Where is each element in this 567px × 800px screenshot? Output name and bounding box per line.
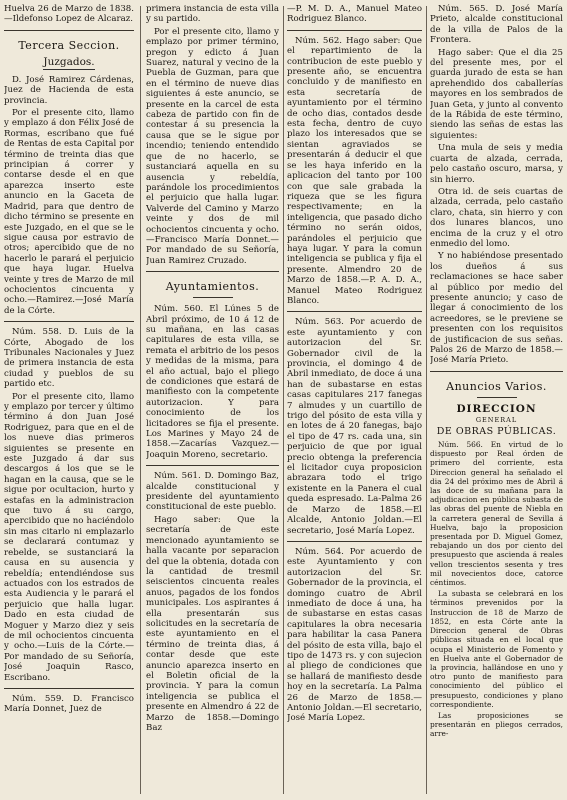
notice-body: Las proposiciones se presentarán en pliegos cerrados, arre- xyxy=(430,710,563,739)
notice-body: Núm. 563. Por acuerdo de este ayuntamiento y con autorizacion del Sr. Gobernador civil de la provincia, el domingo 4 de Abril inmediato, de doce á una han de subastarse en estas casas capitulares 217 fanegas 7 almudes y un cuartillo de trigo del pósito de esta villa y en lotes de á 20 fanegas, bajo el tipo de 47 rs. cada una, sin perjuicio de que por igual precio obtenga la preferencia el licitador cuya proposicion abrazara todo el trigo existente en la Panera el cual queda espresado. La-Palma 26 de Marzo de 1858.—El Alcalde, Antonio Joldan.—El secretario, José María Lopez. xyxy=(287,317,422,536)
dateline: Huelva 26 de Marzo de 1838.—Ildefonso Lopez de Alcaraz. xyxy=(4,4,134,25)
notice-heading: Núm. 558. D. Luis de la Córte, Abogado de los Tribunales Nacionales y Juez de primera instancia de esta ciudad y pueblos de su partido etc. xyxy=(4,327,134,390)
section-title: Ayuntamientos. xyxy=(165,280,260,294)
direction-heading: DIRECCION xyxy=(456,402,537,415)
notice-body: Y no habiéndose presentado los dueños á sus reclamaciones se hace saber al público por medio del presente anuncio; y caso de llegar á conocimiento de los acreedores, se le previene se presenten con los requisitos de justificacion de sus señas. Palos 26 de Marzo de 1858.—José María Prieto. xyxy=(430,251,563,366)
notice-body: Núm. 562. Hago saber: Que el repartimiento de la contribucion de este pueblo y presente año, se encuentra concluido y de manifiesto en esta secretaría de ayuntamiento por el término de ocho dias, contados desde esta fecha, dentro de cuyo plazo los interesados que se sientan agraviados se presentarán á deducir el que se les haya inferido en la aplicacion del tanto por 100 con que sale grabada la riqueza que se les figura respectivamente; en la inteligencia, que pasado dicho término no serán oidos, parándoles el perjuicio que haya lugar. Y para la comun inteligencia se publica y fija el presente. Almendro 20 de Marzo de 1858.—P. A. D. A., Manuel Mateo Rodriguez Blanco. xyxy=(287,35,422,306)
notice-rule xyxy=(4,321,134,322)
column-3 xyxy=(287,4,422,796)
notice-rule xyxy=(287,541,422,542)
column-1 xyxy=(4,4,134,796)
direction-subheading: GENERAL xyxy=(475,416,518,425)
column-rule xyxy=(426,6,427,794)
notice-heading: Núm. 561. D. Domingo Baz, alcalde constitucional y presidente del ayuntamiento constitucional de este pueblo. xyxy=(146,471,279,513)
notice-body: Hago saber: Que la secretaría de este mencionado ayuntamiento se halla vacante por separacion del que la obtenia, dotada con la cantidad de tresmil seiscientos cincuenta reales anuos, pagados de los fondos municipales. Los aspirantes á ella presentarán sus solicitudes en la secretaría de este ayuntamiento en el término de treinta dias, á contar desde que este anuncio aparezca inserto en el Boletin oficial de la provincia. Y para la comun inteligencia se publica el presente en Almendro á 22 de Marzo de 1858.—Domingo Baz xyxy=(146,514,279,733)
notice-signature: —P. M. D. A., Manuel Mateo Rodriguez Blanco. xyxy=(287,4,422,25)
notice-body: Núm. 566. En virtud de lo dispuesto por Real órden de primero del corriente, esta Direccion general ha señalado el dia 24 del próximo mes de Abril á las doce de su mañana para la adjudicacion en pública subasta de las obras del puente de Niebla en la carretera general de Sevilla á Huelva, bajo la proposicion presentada por D. Miguel Gomez, rebajando un dos por ciento del presupuesto que ascienda á reales vellon trescientos sesenta y tres mil novecientos doce, catorce céntimos. xyxy=(430,440,563,588)
notice-body: Núm. 564. Por acuerdo de este Ayuntamiento y con autorizacion del Sr. Gobernador de la provincia, el domingo cuatro de Abril inmediato de doce á una, ha de subastarse en estas casas capitulares la obra necesaria para habilitar la casa Panera del pósito de esta villa, bajo el tipo de 1473 rs. y con sujecion al pliego de condiciones que se hallará de manifiesto desde hoy en la secretaría. La Palma 26 de Marzo de 1858.—Antonio Joldan.—El secretario, José María Lopez. xyxy=(287,546,422,724)
section-title: Anuncios Varios. xyxy=(446,379,547,393)
notice-body: Por el presente cito, llamo y emplazo á don Félix José de Rormas, escribano que fué de Rentas de esta Capital por término de treinta dias que principian á correr y contarse desde el en que aparezca inserto este anuncio en la Gaceta de Madrid, para que dentro de dicho término se presente en este Juzgado, en el que se le sigue causa por estravio de otros; apercibido que de no hacerlo le parará el perjuicio que haya lugar. Huelva veinte y tres de Marzo de mil ochocientos cincuenta y ocho.—Ramirez.—José María de la Córte. xyxy=(4,108,134,316)
section-underline xyxy=(193,297,233,298)
notice-heading: primera instancia de esta villa y su partido. xyxy=(146,4,279,25)
notice-body: Otra id. de seis cuartas de alzada, cerrada, pelo castaño claro, chata, sin hierro y con dos lunares blancos, uno encima de la cruz y el otro enmedio del lomo. xyxy=(430,186,563,249)
section-title: Tercera Seccion. xyxy=(18,38,120,52)
section-rule xyxy=(4,30,134,31)
notice-rule xyxy=(4,688,134,689)
notice-body: Hago saber: Que el dia 25 del presente mes, por el guarda jurado de esta se han aprehendido dos caballerías mayores en los sembrados de Juan Geta, y junto al convento de la Rábida de este término, siendo las señas de estas las siguientes: xyxy=(430,47,563,141)
column-4 xyxy=(430,4,563,796)
notice-rule xyxy=(146,465,279,466)
notice-rule xyxy=(287,311,422,312)
notice-heading: D. José Ramirez Cárdenas, Juez de Hacienda de esta provincia. xyxy=(4,74,134,106)
column-2 xyxy=(146,4,279,796)
column-rule xyxy=(140,6,141,794)
notice-heading: Núm. 565. D. José María Prieto, alcalde constitucional de la villa de Palos de la Frontera. xyxy=(430,4,563,46)
section-rule xyxy=(430,371,563,372)
notice-body: Núm. 560. El Lúnes 5 de Abril próximo, de 10 á 12 de su mañana, en las casas capitulares de esta villa, se remata el arbitrio de los pesos y medidas de la misma, para el año actual, bajo el pliego de condiciones que estará de manifiesto con la competente autorizacion. Y para conocimiento de los licitadores se fija el presente. Los Marines y Mayo 24 de 1858.—Zacarías Vazquez.—Joaquin Moreno, secretario. xyxy=(146,304,279,460)
section-rule xyxy=(146,271,279,272)
direction-title: DE OBRAS PÚBLICAS. xyxy=(436,425,557,437)
column-rule xyxy=(283,6,284,794)
notice-heading: Núm. 559. D. Francisco María Donnet, Juez de xyxy=(4,693,134,715)
notice-body: Por el presente cito, llamo y emplazo por primer término, pregon y edicto á Juan Suarez, natural y vecino de la Puebla de Guzman, para que en el término de nueve dias siguientes á este anuncio, se presente en la carcel de esta cabeza de partido con fin de contestar á su presencia la causa que se le sigue por incendio; teniendo entendido que de no hacerlo, se sustanciará aquella en su ausencia y rebeldía, parándole los procedimientos el perjuicio que halla lugar. Valverde del Camino y Marzo veinte y dos de mil ochocientos cincuenta y ocho.—Francisco María Donnet.—Por mandado de su Señoría, Juan Ramirez Cruzado. xyxy=(146,26,279,266)
notice-body: Por el presente cito, llamo y emplazo por tercer y último término á don Juan José Rodriguez, para que en el de los nueve dias primeros siguientes se presente en este Juzgado á dar sus descargos á los que se le hagan en la causa, que se le sigue por ocultacion, hurto y estafas en la administracion que tuvo á su cargo, apercibido que no haciéndolo sin mas citarlo ni emplazarlo se declarará contumaz y rebelde, se sustanciará la causa en su ausencia y rebeldía; entendiéndose sus actuados con los estrados de esta Audiencia y le parará el perjuicio que halla lugar. Dado en esta ciudad de Moguer y Marzo diez y seis de mil ochocientos cincuenta y ocho.—Luis de la Córte.—Por mandado de su Señoría, José Joaquin Rasco, Escribano. xyxy=(4,391,134,683)
notice-body: La subasta se celebrará en los términos prevenidos por la Instruccion de 18 de Marzo de 1852, en esta Córte ante la Direccion general de Obras públicas situada en el local que ocupa el Ministerio de Fomento y en Huelva ante el Gobernador de la provincia, hallándose en uno y otro punto de manifiesto para conocimiento del público el presupuesto, condiciones y plano correspondiente. xyxy=(430,589,563,709)
subsection-title: Juzgados. xyxy=(43,55,95,68)
section-underline xyxy=(477,397,517,398)
notice-body: Una mula de seis y media cuarta de alzada, cerrada, pelo castaño oscuro, marsa, y sin hierro. xyxy=(430,143,563,185)
notice-rule xyxy=(287,30,422,31)
